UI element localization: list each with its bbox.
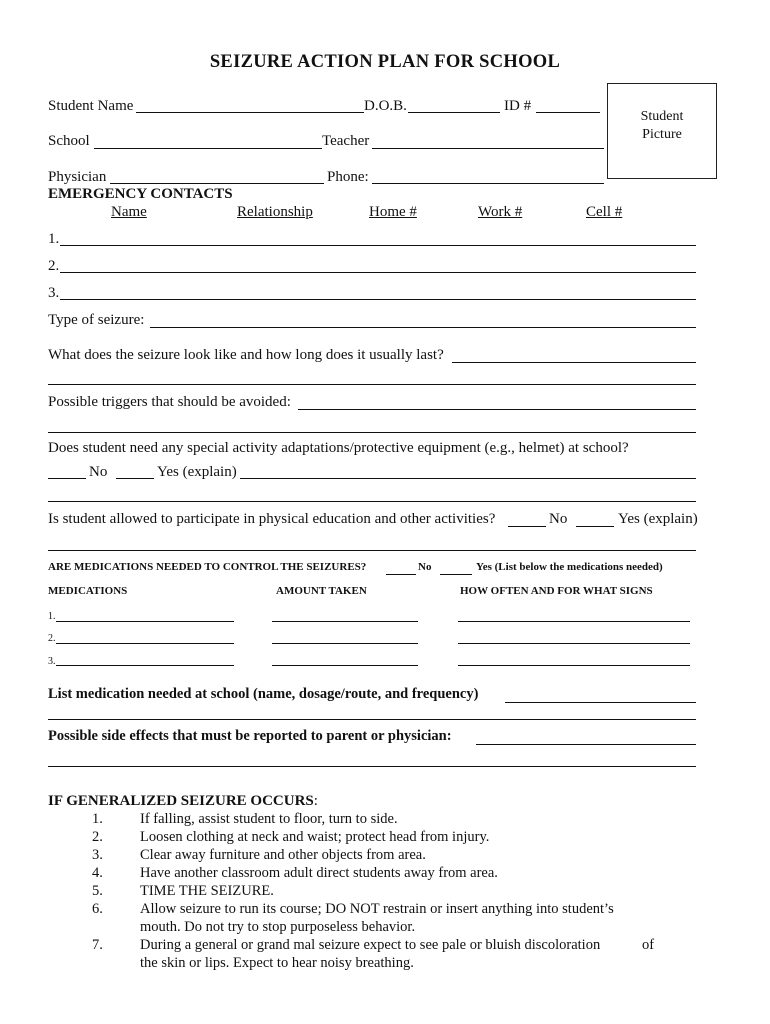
side-effects-field-2[interactable] bbox=[48, 766, 696, 767]
med-row-2-name[interactable] bbox=[56, 643, 234, 644]
pe-no-blank[interactable] bbox=[508, 526, 546, 527]
seizure-type-label: Type of seizure: bbox=[48, 312, 145, 328]
column-work: Work # bbox=[478, 204, 523, 220]
contact-row-2-number: 2. bbox=[48, 258, 60, 274]
side-effects-field[interactable] bbox=[476, 744, 696, 745]
meds-col-how-often: HOW OFTEN AND FOR WHAT SIGNS bbox=[460, 585, 653, 597]
med-row-2-number: 2. bbox=[48, 633, 56, 644]
column-relationship: Relationship bbox=[237, 204, 313, 220]
meds-question: ARE MEDICATIONS NEEDED TO CONTROL THE SEIZURES? bbox=[48, 561, 367, 573]
contact-row-1-field[interactable] bbox=[60, 245, 696, 246]
phone-label: Phone: bbox=[327, 169, 369, 185]
step-6-text-cont: mouth. Do not try to stop purposeless behavior. bbox=[140, 919, 416, 935]
med-row-1-amount[interactable] bbox=[272, 621, 418, 622]
physician-field[interactable] bbox=[110, 183, 324, 184]
step-1-number: 1. bbox=[92, 811, 103, 827]
step-6-text: Allow seizure to run its course; DO NOT restrain or insert anything into student’s bbox=[140, 901, 614, 917]
adaptations-no-label: No bbox=[89, 464, 108, 480]
seizure-look-field[interactable] bbox=[452, 362, 696, 363]
contact-row-2-field[interactable] bbox=[60, 272, 696, 273]
student-picture-box bbox=[607, 83, 717, 179]
step-3-text: Clear away furniture and other objects from area. bbox=[140, 847, 426, 863]
dob-field[interactable] bbox=[408, 112, 500, 113]
step-4-text: Have another classroom adult direct students away from area. bbox=[140, 865, 498, 881]
step-7-text-end: of bbox=[642, 937, 655, 953]
column-name: Name bbox=[111, 204, 147, 220]
photo-label-2: Picture bbox=[642, 127, 682, 142]
id-field[interactable] bbox=[536, 112, 600, 113]
teacher-label: Teacher bbox=[322, 133, 370, 149]
meds-yes-blank[interactable] bbox=[440, 574, 472, 575]
column-cell: Cell # bbox=[586, 204, 623, 220]
meds-no-label: No bbox=[418, 561, 432, 573]
step-2-number: 2. bbox=[92, 829, 103, 845]
med-row-1-name[interactable] bbox=[56, 621, 234, 622]
med-row-3-number: 3. bbox=[48, 656, 56, 667]
med-row-2-amount[interactable] bbox=[272, 643, 418, 644]
step-3-number: 3. bbox=[92, 847, 103, 863]
pe-no-label: No bbox=[549, 511, 568, 527]
adaptations-no-blank[interactable] bbox=[48, 478, 86, 479]
school-medication-label: List medication needed at school (name, dosage/route, and frequency) bbox=[48, 686, 479, 702]
id-label: ID # bbox=[504, 98, 532, 114]
meds-col-amount: AMOUNT TAKEN bbox=[276, 585, 367, 597]
generalized-heading-text: IF GENERALIZED SEIZURE OCCURS bbox=[48, 793, 314, 809]
adaptations-label: Does student need any special activity adaptations/protective equipment (e.g., helmet) at school? bbox=[48, 440, 629, 456]
med-row-1-how-often[interactable] bbox=[458, 621, 690, 622]
contact-row-3-number: 3. bbox=[48, 285, 60, 301]
phone-field[interactable] bbox=[372, 183, 604, 184]
student-name-label: Student Name bbox=[48, 98, 134, 114]
step-4-number: 4. bbox=[92, 865, 103, 881]
side-effects-label: Possible side effects that must be reported to parent or physician: bbox=[48, 728, 452, 744]
med-row-3-how-often[interactable] bbox=[458, 665, 690, 666]
school-field[interactable] bbox=[94, 148, 322, 149]
photo-label-1: Student bbox=[640, 109, 684, 124]
teacher-field[interactable] bbox=[372, 148, 604, 149]
med-row-2-how-often[interactable] bbox=[458, 643, 690, 644]
seizure-type-field[interactable] bbox=[150, 327, 696, 328]
step-5-number: 5. bbox=[92, 883, 103, 899]
form-title: SEIZURE ACTION PLAN FOR SCHOOL bbox=[209, 52, 561, 72]
physician-label: Physician bbox=[48, 169, 107, 185]
generalized-heading bbox=[48, 793, 318, 810]
student-name-field[interactable] bbox=[136, 112, 364, 113]
pe-yes-label: Yes (explain) bbox=[618, 511, 698, 527]
adaptations-explain-field[interactable] bbox=[240, 478, 696, 479]
contact-row-3-field[interactable] bbox=[60, 299, 696, 300]
generalized-heading-colon: : bbox=[313, 793, 318, 809]
school-medication-field-2[interactable] bbox=[48, 719, 696, 720]
step-7-text-cont: the skin or lips. Expect to hear noisy breathing. bbox=[140, 955, 414, 971]
meds-no-blank[interactable] bbox=[386, 574, 416, 575]
triggers-field[interactable] bbox=[298, 409, 696, 410]
step-2-text: Loosen clothing at neck and waist; protect head from injury. bbox=[140, 829, 490, 845]
column-home: Home # bbox=[369, 204, 417, 220]
med-row-3-amount[interactable] bbox=[272, 665, 418, 666]
meds-col-medications: MEDICATIONS bbox=[48, 585, 128, 597]
contact-row-1-number: 1. bbox=[48, 231, 60, 247]
med-row-3-name[interactable] bbox=[56, 665, 234, 666]
pe-yes-blank[interactable] bbox=[576, 526, 614, 527]
step-5-text: TIME THE SEIZURE. bbox=[140, 883, 274, 899]
emergency-contacts-heading: EMERGENCY CONTACTS bbox=[48, 186, 233, 202]
triggers-field-2[interactable] bbox=[48, 432, 696, 433]
step-1-text: If falling, assist student to floor, turn to side. bbox=[140, 811, 398, 827]
school-medication-field[interactable] bbox=[505, 702, 696, 703]
dob-label: D.O.B. bbox=[364, 98, 407, 114]
seizure-look-field-2[interactable] bbox=[48, 384, 696, 385]
triggers-label: Possible triggers that should be avoided: bbox=[48, 394, 291, 410]
meds-yes-label: Yes (List below the medications needed) bbox=[476, 561, 663, 573]
step-6-number: 6. bbox=[92, 901, 103, 917]
school-label: School bbox=[48, 133, 90, 149]
step-7-number: 7. bbox=[92, 937, 103, 953]
step-7-text: During a general or grand mal seizure expect to see pale or bluish discoloration bbox=[140, 937, 601, 953]
med-row-1-number: 1. bbox=[48, 611, 56, 622]
adaptations-explain-field-2[interactable] bbox=[48, 501, 696, 502]
pe-explain-field[interactable] bbox=[48, 550, 696, 551]
seizure-look-label: What does the seizure look like and how long does it usually last? bbox=[48, 347, 444, 363]
adaptations-yes-blank[interactable] bbox=[116, 478, 154, 479]
adaptations-yes-label: Yes (explain) bbox=[157, 464, 237, 480]
pe-label: Is student allowed to participate in physical education and other activities? bbox=[48, 511, 496, 527]
